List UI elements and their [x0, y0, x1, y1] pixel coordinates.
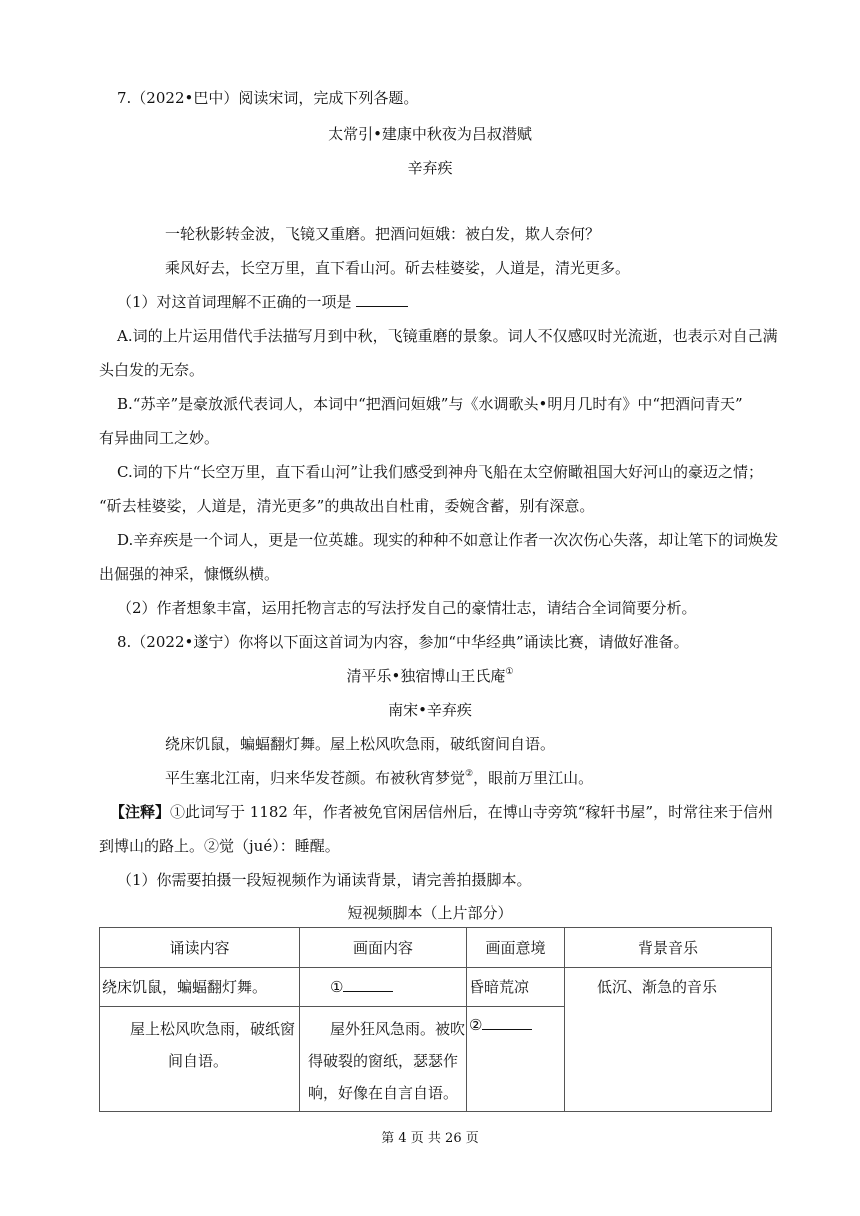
q8-sub-question-1: （1）你需要拍摄一段短视频作为诵读背景，请完善拍摄脚本。 [117, 871, 532, 889]
mood-cell [467, 1007, 565, 1112]
footnote-mark-2: ② [465, 769, 474, 779]
note-label: 【注释】 [110, 803, 171, 821]
header-cell: 诵读内容 [100, 928, 300, 968]
q7-sub-question-1 [117, 292, 408, 312]
q7-option-c-line-2: “斫去桂婆娑，人道是，清光更多”的典故出自杜甫，委婉含蓄，别有深意。 [99, 497, 595, 515]
recite-content-cell: 绕床饥鼠，蝙蝠翻灯舞。 [100, 968, 300, 1007]
table-row [100, 968, 772, 1007]
q7-sub1-text: （1）对这首词理解不正确的一项是 [117, 293, 352, 311]
scene-cell [300, 1007, 467, 1112]
cell-line: 响，好像在自言自语。 [308, 1084, 459, 1102]
blank-number: ② [469, 1016, 483, 1034]
answer-blank[interactable] [356, 292, 408, 307]
q7-option-c-line-1: C.词的下片“长空万里，直下看山河”让我们感受到神舟飞船在太空俯瞰祖国大好河山的豪迈之情； [117, 463, 764, 481]
cell-line: 得破裂的窗纸，瑟瑟作 [308, 1052, 459, 1070]
scene-cell [300, 968, 467, 1007]
cell-line: 屋外狂风急雨。被吹 [330, 1020, 466, 1038]
q7-option-b-line-2: 有异曲同工之妙。 [99, 429, 220, 447]
header-cell: 背景音乐 [565, 928, 772, 968]
q8-note-line-2: 到博山的路上。②觉（jué）：睡醒。 [99, 837, 340, 855]
q8-header: 8.（2022•遂宁）你将以下面这首词为内容，参加“中华经典”诵读比赛，请做好准备。 [117, 633, 689, 651]
table-caption: 短视频脚本（上片部分） [347, 904, 513, 922]
table-header-row [100, 928, 772, 968]
q7-option-b-line-1: B.“苏辛”是豪放派代表词人，本词中“把酒问姮娥”与《水调歌头•明月几时有》中“把酒问青天” [117, 395, 743, 413]
q7-poem-line-1: 一轮秋影转金波，飞镜又重磨。把酒问姮娥：被白发，欺人奈何？ [165, 225, 601, 243]
mood-cell: 昏暗荒凉 [467, 968, 565, 1007]
q8-poem-line-2 [165, 768, 593, 788]
q8-poem-title [0, 666, 860, 686]
q7-sub-question-2: （2）作者想象丰富，运用托物言志的写法抒发自己的豪情壮志，请结合全词简要分析。 [117, 599, 697, 617]
q7-option-a-line-1: A.词的上片运用借代手法描写月到中秋，飞镜重磨的景象。词人不仅感叹时光流逝，也表示对自己满 [117, 327, 778, 345]
q7-poem-title: 太常引•建康中秋夜为吕叔潜赋 [328, 125, 532, 143]
blank-number: ① [330, 978, 344, 996]
q7-option-a-line-2: 头白发的无奈。 [99, 361, 205, 379]
answer-blank[interactable] [343, 977, 393, 992]
q7-author: 辛弃疾 [407, 159, 453, 177]
q7-option-d-line-1: D.辛弃疾是一个词人，更是一位英雄。现实的种种不如意让作者一次次伤心失落，却让笔下的词焕发 [117, 531, 779, 549]
footnote-mark-1: ① [505, 667, 514, 677]
q7-option-d-line-2: 出倔强的神采，慷慨纵横。 [99, 565, 280, 583]
q8-poem-line-2-part-b: ，眼前万里江山。 [473, 769, 594, 787]
q8-author: 南宋•辛弃疾 [388, 701, 472, 719]
cell-line: 间自语。 [168, 1052, 229, 1070]
note-text-1: ①此词写于 1182 年，作者被免官闲居信州后，在博山寺旁筑“稼轩书屋”，时常往来于信州 [170, 803, 774, 821]
q7-poem-line-2: 乘风好去，长空万里，直下看山河。斫去桂婆娑，人道是，清光更多。 [165, 259, 631, 277]
page-footer: 第 4 页 共 26 页 [381, 1131, 479, 1146]
cell-line: 屋上松风吹急雨，破纸窗 [130, 1020, 296, 1038]
q8-poem-title-text: 清平乐•独宿博山王氏庵 [346, 667, 506, 685]
script-table [99, 927, 772, 1112]
header-cell: 画面意境 [467, 928, 565, 968]
recite-content-cell [100, 1007, 300, 1112]
q8-poem-line-2-part-a: 平生塞北江南，归来华发苍颜。布被秋宵梦觉 [165, 769, 466, 787]
q7-header: 7.（2022•巴中）阅读宋词，完成下列各题。 [117, 89, 419, 107]
music-cell: 低沉、渐急的音乐 [565, 968, 772, 1112]
q8-poem-line-1: 绕床饥鼠，蝙蝠翻灯舞。屋上松风吹急雨，破纸窗间自语。 [165, 735, 556, 753]
header-cell: 画面内容 [300, 928, 467, 968]
answer-blank[interactable] [482, 1015, 532, 1030]
q8-note-line-1 [110, 802, 773, 822]
